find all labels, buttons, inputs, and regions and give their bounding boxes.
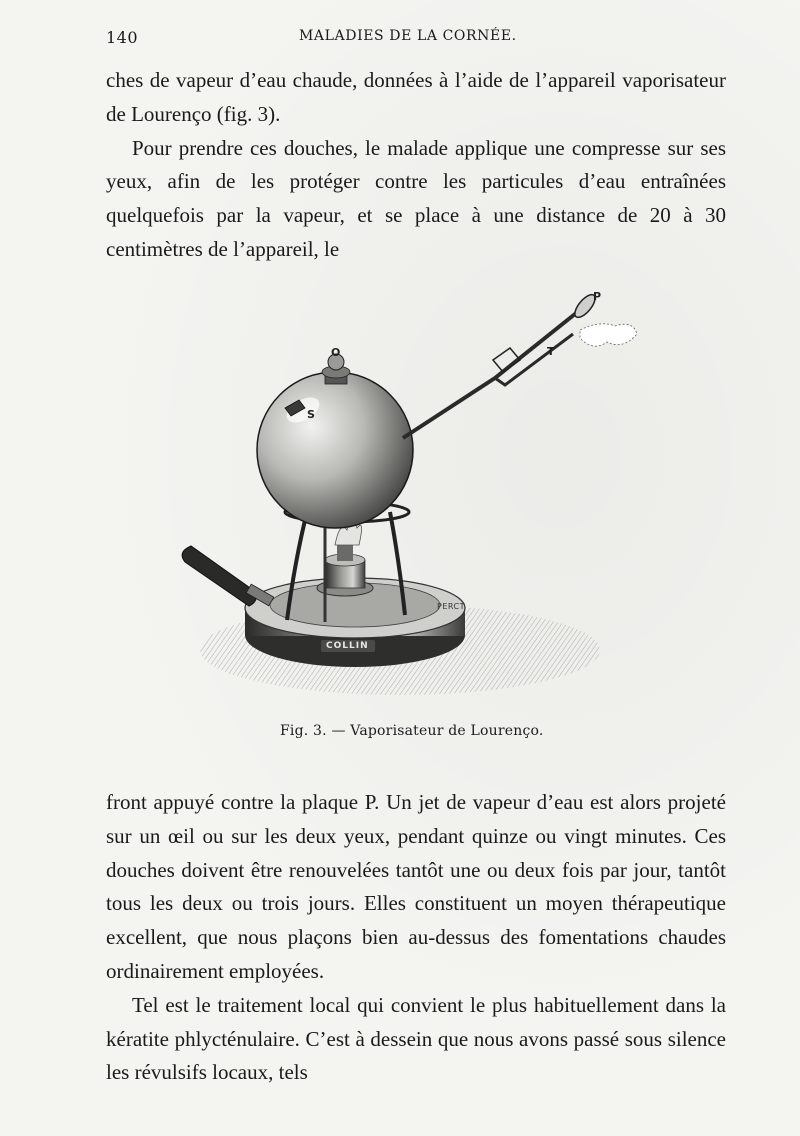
top-text-block [106, 64, 726, 267]
paragraph-front: front appuyé contre la plaque P. Un jet de vapeur d’eau est alors projeté sur un œil ou sur les deux yeux, pendant quinze ou vingt minutes. Ces douches doivent être renouvelées tantôt une ou deux fois par jour, tantôt tous les deux ou trois jours. Elles constituent un moyen thérapeutique excellent, que nous plaçons bien au-dessus des fomentations chaudes ordinairement employées. [106, 790, 726, 983]
label-t: T [547, 345, 555, 358]
page-number: 140 [106, 28, 139, 47]
paragraph-continuation: ches de vapeur d’eau chaude, données à l’aide de l’appareil vaporisateur de Lourenço (fig. 3). [106, 68, 726, 126]
sphere-boiler [257, 372, 413, 528]
label-s: S [307, 408, 315, 421]
steam-tube [403, 310, 580, 438]
steam-jet [580, 324, 637, 346]
brand-mark: COLLIN [326, 641, 369, 651]
figure-caption: Fig. 3. — Vaporisateur de Lourenço. [280, 723, 544, 739]
label-p: P [593, 290, 602, 303]
label-o: O [331, 346, 341, 359]
paragraph-traitement: Tel est le traitement local qui convient le plus habituellement dans la kératite phlycténulaire. C’est à dessein que nous avons passé sous silence les révulsifs locaux, tels [106, 992, 726, 1085]
bottom-text-block [106, 786, 726, 1090]
vaporizer-figure [175, 290, 655, 710]
paragraph-douches: Pour prendre ces douches, le malade applique une compresse sur ses yeux, afin de les protéger contre les particules d’eau entraînées quelquefois par la vapeur, et se place à une distance de 20 à 30 centimètres de l’appareil, le [106, 135, 726, 261]
engraver-signature: PERCT [437, 602, 466, 611]
page-header [106, 28, 726, 50]
wooden-handle [182, 546, 256, 606]
running-title: MALADIES DE LA CORNÉE. [299, 28, 517, 44]
vaporizer-illustration [175, 290, 655, 710]
